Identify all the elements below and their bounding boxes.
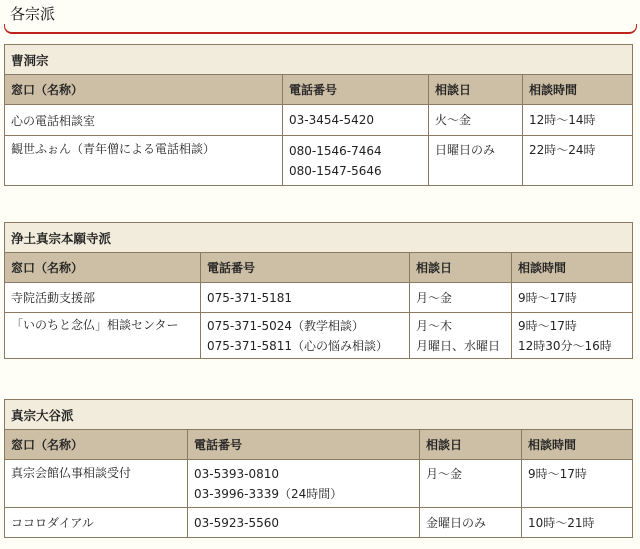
col-header-time: 相談時間	[512, 253, 633, 283]
row-phone	[201, 283, 410, 313]
col-header-name: 窓口（名称）	[5, 430, 188, 460]
row-day	[429, 105, 523, 136]
row-day	[420, 508, 522, 538]
row-time	[512, 283, 633, 313]
consult-day: 月～木	[416, 318, 453, 333]
table-row	[5, 313, 633, 359]
section-title: 浄土真宗本願寺派	[5, 223, 633, 253]
row-phone	[201, 313, 410, 359]
table-row	[5, 105, 633, 136]
page-title: 各宗派	[10, 5, 56, 23]
col-header-phone: 電話番号	[188, 430, 420, 460]
phone-number[interactable]: 075-371-5811（心の悩み相談）	[207, 338, 389, 353]
phone-number[interactable]: 03-5923-5560	[194, 515, 280, 530]
table-row	[5, 136, 633, 186]
phone-number[interactable]: 080-1546-7464	[289, 143, 382, 158]
row-time	[512, 313, 633, 359]
table-row	[5, 460, 633, 508]
row-time	[523, 136, 633, 186]
consult-hours: 12時30分～16時	[518, 338, 612, 353]
col-header-time: 相談時間	[523, 75, 633, 105]
col-header-phone: 電話番号	[201, 253, 410, 283]
col-header-day: 相談日	[410, 253, 512, 283]
col-header-name: 窓口（名称）	[5, 75, 283, 105]
consult-hours: 9時～17時	[528, 467, 587, 481]
consult-hours: 10時～21時	[528, 515, 595, 530]
consult-hours: 9時～17時	[518, 318, 577, 333]
row-time	[523, 105, 633, 136]
row-day	[429, 136, 523, 186]
phone-number[interactable]: 075-371-5181	[207, 290, 293, 305]
phone-number[interactable]: 080-1547-5646	[289, 163, 382, 178]
row-name: 観世ふぉん（青年僧による電話相談）	[5, 136, 283, 186]
phone-number[interactable]: 03-3996-3339（24時間）	[194, 486, 343, 501]
consult-hours: 22時～24時	[529, 143, 596, 157]
row-phone	[283, 136, 429, 186]
phone-number[interactable]: 03-5393-0810	[194, 466, 280, 481]
consult-day: 火～金	[435, 113, 472, 127]
col-header-phone: 電話番号	[283, 75, 429, 105]
consult-day: 月～金	[416, 290, 453, 305]
consult-hours: 9時～17時	[518, 290, 577, 305]
section-title: 真宗大谷派	[5, 400, 633, 430]
row-phone	[188, 460, 420, 508]
row-time	[522, 508, 633, 538]
row-name: 寺院活動支援部	[5, 283, 201, 313]
sect-soto-table	[4, 44, 633, 186]
sect-otani-table	[4, 399, 633, 538]
row-name: 心の電話相談室	[5, 105, 283, 136]
row-name: ココロダイアル	[5, 508, 188, 538]
phone-number[interactable]: 075-371-5024（教学相談）	[207, 318, 365, 333]
table-row	[5, 283, 633, 313]
phone-number[interactable]: 03-3454-5420	[289, 113, 375, 127]
row-phone	[188, 508, 420, 538]
col-header-name: 窓口（名称）	[5, 253, 201, 283]
row-name: 真宗会館仏事相談受付	[5, 460, 188, 508]
consult-day: 日曜日のみ	[435, 143, 496, 157]
consult-day: 月曜日、水曜日	[416, 338, 501, 353]
col-header-day: 相談日	[420, 430, 522, 460]
row-name: 「いのちと念仏」相談センター	[5, 313, 201, 359]
consult-day: 金曜日のみ	[426, 515, 487, 530]
page-header	[0, 0, 640, 30]
row-day	[410, 313, 512, 359]
section-title: 曹洞宗	[5, 45, 633, 75]
header-underline	[4, 24, 637, 34]
col-header-day: 相談日	[429, 75, 523, 105]
col-header-time: 相談時間	[522, 430, 633, 460]
table-row	[5, 508, 633, 538]
consult-day: 月～金	[426, 467, 463, 481]
consult-hours: 12時～14時	[529, 113, 596, 127]
sect-honganji-table	[4, 222, 633, 359]
row-day	[410, 283, 512, 313]
row-time	[522, 460, 633, 508]
row-day	[420, 460, 522, 508]
row-phone[interactable]	[283, 105, 429, 136]
